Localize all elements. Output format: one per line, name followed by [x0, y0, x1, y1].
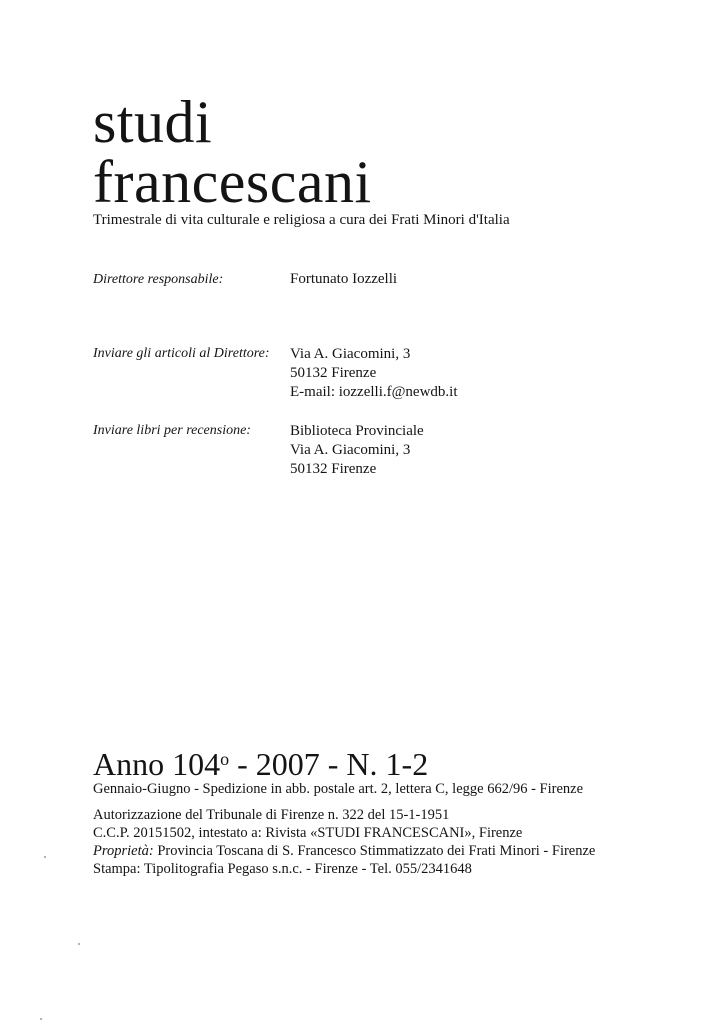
scan-speck [44, 856, 46, 858]
property-text: Provincia Toscana di S. Francesco Stimmatizzato dei Frati Minori - Firenze [153, 843, 596, 859]
ccp-line: C.C.P. 20151502, intestato a: Rivista «STUDI FRANCESCANI», Firenze [93, 825, 523, 841]
issue-degree-mark: o [220, 749, 230, 769]
articles-label: Inviare gli articoli al Direttore: [93, 346, 270, 361]
journal-title-line-2: francescani [93, 149, 372, 215]
books-label: Inviare libri per recensione: [93, 423, 251, 438]
scan-speck [78, 943, 80, 945]
scan-speck [40, 1018, 42, 1020]
issue-year-number: Anno 104 [93, 746, 221, 782]
printing-line: Stampa: Tipolitografia Pegaso s.n.c. - Firenze - Tel. 055/2341648 [93, 861, 472, 877]
shipping-line: Gennaio-Giugno - Spedizione in abb. postale art. 2, lettera C, legge 662/96 - Firenze [93, 781, 584, 797]
books-address-line: Via A. Giacomini, 3 [290, 442, 411, 458]
director-label: Direttore responsabile: [93, 272, 224, 287]
articles-address [290, 345, 458, 402]
property-line [93, 842, 595, 860]
articles-email: E-mail: iozzelli.f@newdb.it [290, 384, 458, 400]
books-address-line: Biblioteca Provinciale [290, 423, 424, 439]
director-name: Fortunato Iozzelli [290, 271, 398, 287]
books-address [290, 422, 424, 479]
issue-heading [93, 741, 428, 782]
books-address-line: 50132 Firenze [290, 461, 377, 477]
authorization-line: Autorizzazione del Tribunale di Firenze n. 322 del 15-1-1951 [93, 807, 450, 823]
property-label: Proprietà: [93, 843, 154, 859]
articles-address-line: Via A. Giacomini, 3 [290, 346, 411, 362]
journal-title-line-1: studi [93, 89, 213, 155]
issue-date-number: - 2007 - N. 1-2 [229, 746, 429, 782]
journal-subtitle: Trimestrale di vita culturale e religiosa a cura dei Frati Minori d'Italia [93, 212, 510, 228]
articles-address-line: 50132 Firenze [290, 365, 377, 381]
